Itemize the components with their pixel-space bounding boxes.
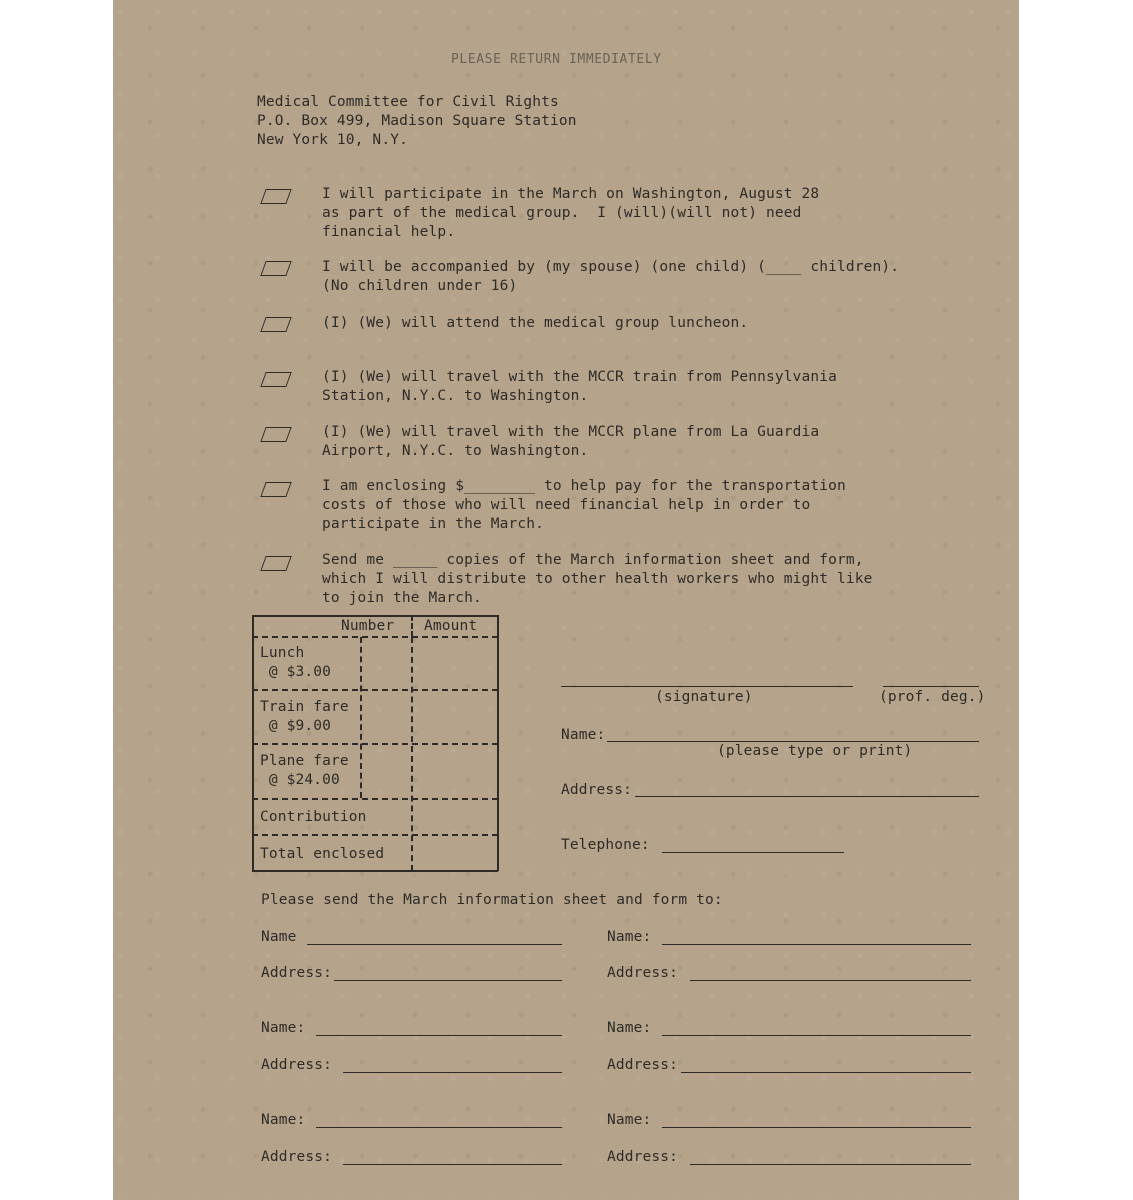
plane-label: Plane fare xyxy=(260,753,349,769)
referral-name-field[interactable] xyxy=(316,1127,562,1128)
table-col-divider xyxy=(360,637,362,798)
col-amount-header: Amount xyxy=(424,618,478,634)
referral-address-field[interactable] xyxy=(690,980,971,981)
referral-address-label: Address: xyxy=(607,965,679,981)
table-bottom-border xyxy=(252,870,498,872)
table-row-divider xyxy=(252,689,498,691)
checkbox-luncheon[interactable] xyxy=(260,317,291,332)
option-plane-line2: Airport, N.Y.C. to Washington. xyxy=(322,443,589,459)
signature-caption: (signature) xyxy=(655,689,753,705)
plane-price: @ $24.00 xyxy=(260,772,340,788)
referral-name-label: Name: xyxy=(261,1020,306,1036)
option-copies-line3: to join the March. xyxy=(322,590,482,606)
table-row-divider xyxy=(252,743,498,745)
signature-line[interactable] xyxy=(561,686,853,687)
org-city: New York 10, N.Y. xyxy=(257,132,408,148)
referral-address-field[interactable] xyxy=(343,1164,562,1165)
col-number-header: Number xyxy=(341,618,395,634)
lunch-label: Lunch xyxy=(260,645,305,661)
option-participate-line1: I will participate in the March on Washington, August 28 xyxy=(322,186,820,202)
total-label: Total enclosed xyxy=(260,846,385,862)
referral-address-field[interactable] xyxy=(681,1072,971,1073)
table-col-divider xyxy=(411,615,413,637)
name-label: Name: xyxy=(561,727,606,743)
checkbox-train[interactable] xyxy=(260,372,291,387)
option-enclosing-line1: I am enclosing $________ to help pay for the transportation xyxy=(322,478,846,494)
option-accompanied-line2: (No children under 16) xyxy=(322,278,518,294)
referral-name-field[interactable] xyxy=(662,944,971,945)
option-copies-line1: Send me _____ copies of the March information sheet and form, xyxy=(322,552,864,568)
org-name: Medical Committee for Civil Rights xyxy=(257,94,559,110)
referral-name-field[interactable] xyxy=(662,1127,971,1128)
referral-intro: Please send the March information sheet and form to: xyxy=(261,892,723,908)
telephone-field[interactable] xyxy=(662,852,844,853)
option-train-line1: (I) (We) will travel with the MCCR train from Pennsylvania xyxy=(322,369,838,385)
form-paper xyxy=(113,0,1019,1200)
referral-address-label: Address: xyxy=(607,1057,679,1073)
telephone-label: Telephone: xyxy=(561,837,650,853)
table-row-divider xyxy=(252,798,498,800)
referral-address-field[interactable] xyxy=(343,1072,562,1073)
return-notice: PLEASE RETURN IMMEDIATELY xyxy=(451,52,662,67)
referral-name-field[interactable] xyxy=(662,1035,971,1036)
checkbox-participate[interactable] xyxy=(260,189,291,204)
option-luncheon: (I) (We) will attend the medical group luncheon. xyxy=(322,315,749,331)
option-copies-line2: which I will distribute to other health workers who might like xyxy=(322,571,873,587)
option-participate-line2: as part of the medical group. I (will)(will not) need xyxy=(322,205,802,221)
option-accompanied-line1: I will be accompanied by (my spouse) (one child) (____ children). xyxy=(322,259,900,275)
referral-name-label: Name: xyxy=(607,1112,652,1128)
option-enclosing-line2: costs of those who will need financial help in order to xyxy=(322,497,811,513)
option-participate-line3: financial help. xyxy=(322,224,456,240)
option-enclosing-line3: participate in the March. xyxy=(322,516,544,532)
prof-deg-caption: (prof. deg.) xyxy=(879,689,986,705)
train-price: @ $9.00 xyxy=(260,718,332,734)
lunch-price: @ $3.00 xyxy=(260,664,332,680)
referral-name-label: Name: xyxy=(261,1112,306,1128)
address-label: Address: xyxy=(561,782,633,798)
referral-address-label: Address: xyxy=(261,1057,333,1073)
checkbox-plane[interactable] xyxy=(260,427,291,442)
table-header-divider xyxy=(252,636,498,638)
address-field[interactable] xyxy=(635,796,979,797)
referral-name-label: Name xyxy=(261,929,297,945)
option-plane-line1: (I) (We) will travel with the MCCR plane from La Guardia xyxy=(322,424,820,440)
table-col-divider xyxy=(411,637,413,871)
checkbox-copies[interactable] xyxy=(260,556,291,571)
referral-address-label: Address: xyxy=(607,1149,679,1165)
checkbox-enclosing[interactable] xyxy=(260,482,291,497)
contribution-label: Contribution xyxy=(260,809,367,825)
referral-address-label: Address: xyxy=(261,965,333,981)
referral-address-field[interactable] xyxy=(690,1164,971,1165)
referral-address-field[interactable] xyxy=(334,980,562,981)
referral-name-label: Name: xyxy=(607,929,652,945)
table-row-divider xyxy=(252,834,498,836)
referral-address-label: Address: xyxy=(261,1149,333,1165)
checkbox-accompanied[interactable] xyxy=(260,261,291,276)
referral-name-label: Name: xyxy=(607,1020,652,1036)
referral-name-field[interactable] xyxy=(307,944,562,945)
referral-name-field[interactable] xyxy=(316,1035,562,1036)
prof-deg-line[interactable] xyxy=(883,686,979,687)
print-note: (please type or print) xyxy=(717,743,913,759)
org-box: P.O. Box 499, Madison Square Station xyxy=(257,113,577,129)
train-label: Train fare xyxy=(260,699,349,715)
option-train-line2: Station, N.Y.C. to Washington. xyxy=(322,388,589,404)
